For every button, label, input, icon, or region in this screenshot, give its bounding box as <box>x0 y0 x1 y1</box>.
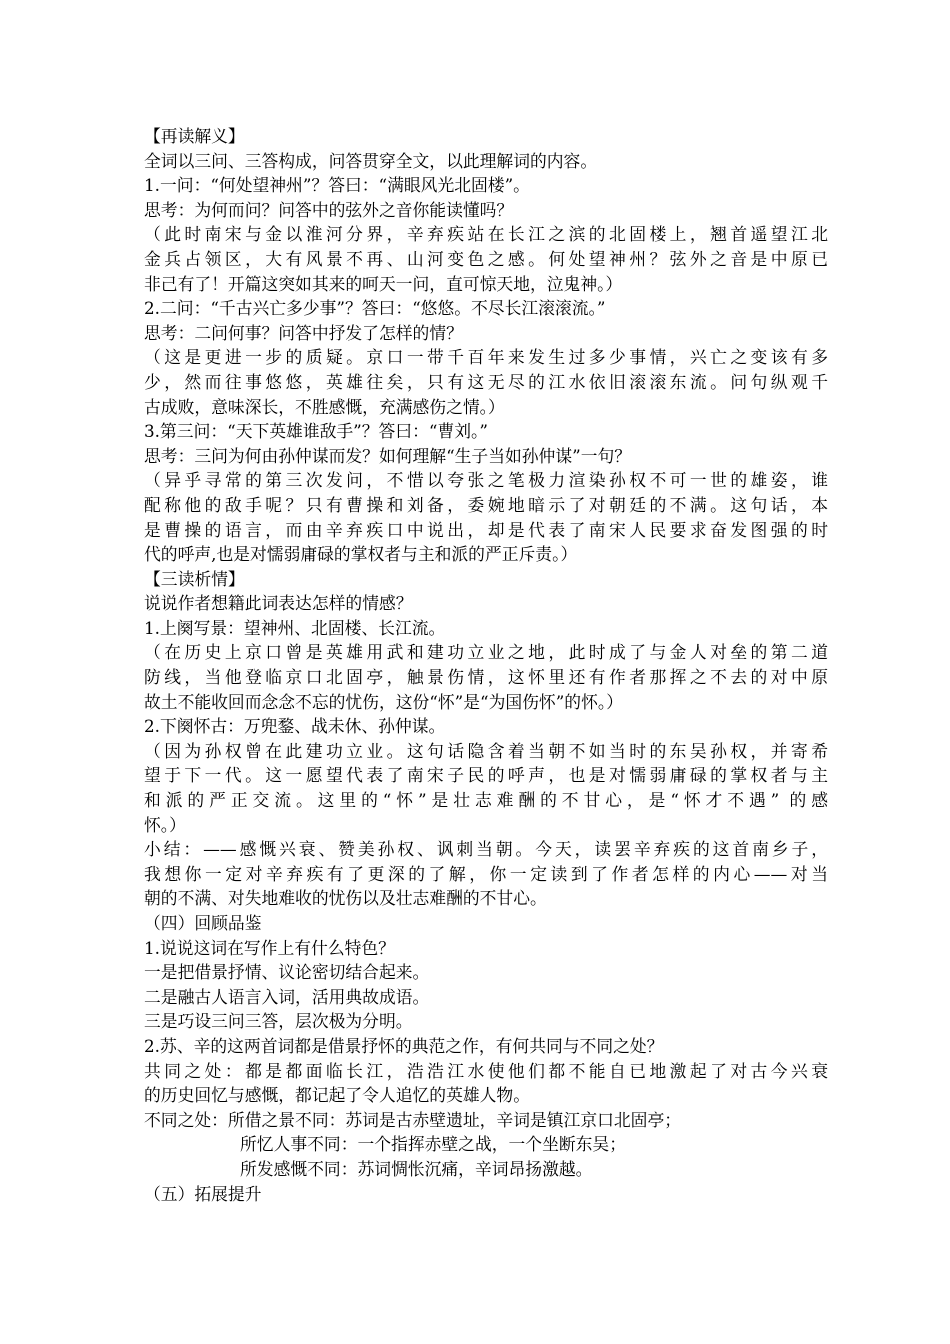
text-line: 不同之处：所借之景不同：苏词是古赤壁遗址，辛词是镇江京口北固亭； <box>144 1109 682 1130</box>
text-line: 故土不能收回而念念不忘的忧伤，这份“怀”是“为国伤怀”的怀。） <box>144 691 624 712</box>
text-line: 小结：——感慨兴衰、赞美孙权、讽刺当朝。今天，读罢辛弃疾的这首南乡子， <box>144 839 828 860</box>
text-line: 一是把借景抒情、议论密切结合起来。 <box>144 962 430 983</box>
text-line: 3.第三问：“天下英雄谁敌手”？答曰：“曹刘。” <box>144 421 488 442</box>
text-line: 代的呼声,也是对懦弱庸碌的掌权者与主和派的严正斥责。） <box>144 544 578 565</box>
text-line: 二是融古人语言入词，活用典故成语。 <box>144 986 430 1007</box>
text-line: 配称他的敌手呢？只有曹操和刘备，委婉地暗示了对朝廷的不满。这句话，本 <box>144 494 828 515</box>
text-line: 【再读解义】 <box>144 126 245 146</box>
text-line: 共同之处：都是都面临长江，浩浩江水使他们都不能自已地激起了对古今兴衰 <box>144 1060 828 1081</box>
text-line: 怀。） <box>144 814 186 835</box>
document-page <box>144 124 828 1206</box>
text-line: （五）拓展提升 <box>144 1183 262 1204</box>
text-line: （异乎寻常的第三次发问，不惜以夸张之笔极力渲染孙权不可一世的雄姿，谁 <box>144 470 828 491</box>
text-line: 1.说说这词在写作上有什么特色？ <box>144 937 395 958</box>
text-line: 【三读析情】 <box>144 568 245 589</box>
text-line: 思考：为何而问？问答中的弦外之音你能读懂吗？ <box>144 199 514 220</box>
text-line: （在历史上京口曾是英雄用武和建功立业之地，此时成了与金人对垒的第二道 <box>144 642 828 663</box>
text-line: 古成败，意味深长，不胜感慨，充满感伤之情。） <box>144 396 505 417</box>
text-line: 少，然而往事悠悠，英雄往矣，只有这无尽的江水依旧滚滚东流。问句纵观千 <box>144 371 828 392</box>
text-line: 2.下阕怀古：万兜鍪、战未休、孙仲谋。 <box>144 716 446 737</box>
text-line: 思考：二问何事？问答中抒发了怎样的情？ <box>144 322 463 343</box>
text-line: 朝的不满、对失地难收的忧伤以及壮志难酬的不甘心。 <box>144 888 547 909</box>
text-line: 1.上阕写景：望神州、北固楼、长江流。 <box>144 617 446 638</box>
text-line: （此时南宋与金以淮河分界，辛弃疾站在长江之滨的北固楼上，翘首遥望江北 <box>144 224 828 245</box>
text-line: 思考：三问为何由孙仲谋而发？如何理解“生子当如孙仲谋”一句？ <box>144 445 632 466</box>
text-line: 防线，当他登临京口北固亭，触景伤情，这怀里还有作者那挥之不去的对中原 <box>144 667 828 688</box>
text-line: 和派的严正交流。这里的“怀”是壮志难酬的不甘心，是“怀才不遇” 的感 <box>144 790 828 811</box>
text-line: 三是巧设三问三答，层次极为分明。 <box>144 1011 413 1032</box>
text-line: 望于下一代。这一愿望代表了南宋子民的呼声，也是对懦弱庸碌的掌权者与主 <box>144 765 828 786</box>
text-line: 1.一问：“何处望神州”？答曰：“满眼风光北固楼”。 <box>144 175 530 196</box>
text-line: 我想你一定对辛弃疾有了更深的了解，你一定读到了作者怎样的内心——对当 <box>144 863 828 884</box>
text-line: 所忆人事不同：一个指挥赤壁之战，一个坐断东吴； <box>240 1134 626 1155</box>
text-line: 是曹操的语言，而由辛弃疾口中说出，却是代表了南宋人民要求奋发图强的时 <box>144 519 828 540</box>
text-line: 2.苏、辛的这两首词都是借景抒怀的典范之作，有何共同与不同之处？ <box>144 1035 664 1056</box>
text-line: 的历史回忆与感慨，都记起了令人追忆的英雄人物。 <box>144 1085 530 1106</box>
text-line: （四）回顾品鉴 <box>144 913 262 933</box>
text-line: （因为孙权曾在此建功立业。这句话隐含着当朝不如当时的东吴孙权，并寄希 <box>144 740 828 761</box>
text-line: 说说作者想籍此词表达怎样的情感？ <box>144 593 413 614</box>
text-line: 2.二问：“千古兴亡多少事”？答曰：“悠悠。不尽长江滚滚流。” <box>144 298 606 319</box>
text-line: 金兵占领区，大有风景不再、山河变色之感。何处望神州？弦外之音是中原已 <box>144 248 828 269</box>
text-line: 全词以三问、三答构成，问答贯穿全文，以此理解词的内容。 <box>144 150 598 171</box>
text-line: 所发感慨不同：苏词惆怅沉痛，辛词昂扬激越。 <box>240 1158 593 1179</box>
text-line: 非己有了！开篇这突如其来的呵天一问，直可惊天地，泣鬼神。） <box>144 273 623 294</box>
text-line: （这是更进一步的质疑。京口一带千百年来发生过多少事情，兴亡之变该有多 <box>144 347 828 368</box>
